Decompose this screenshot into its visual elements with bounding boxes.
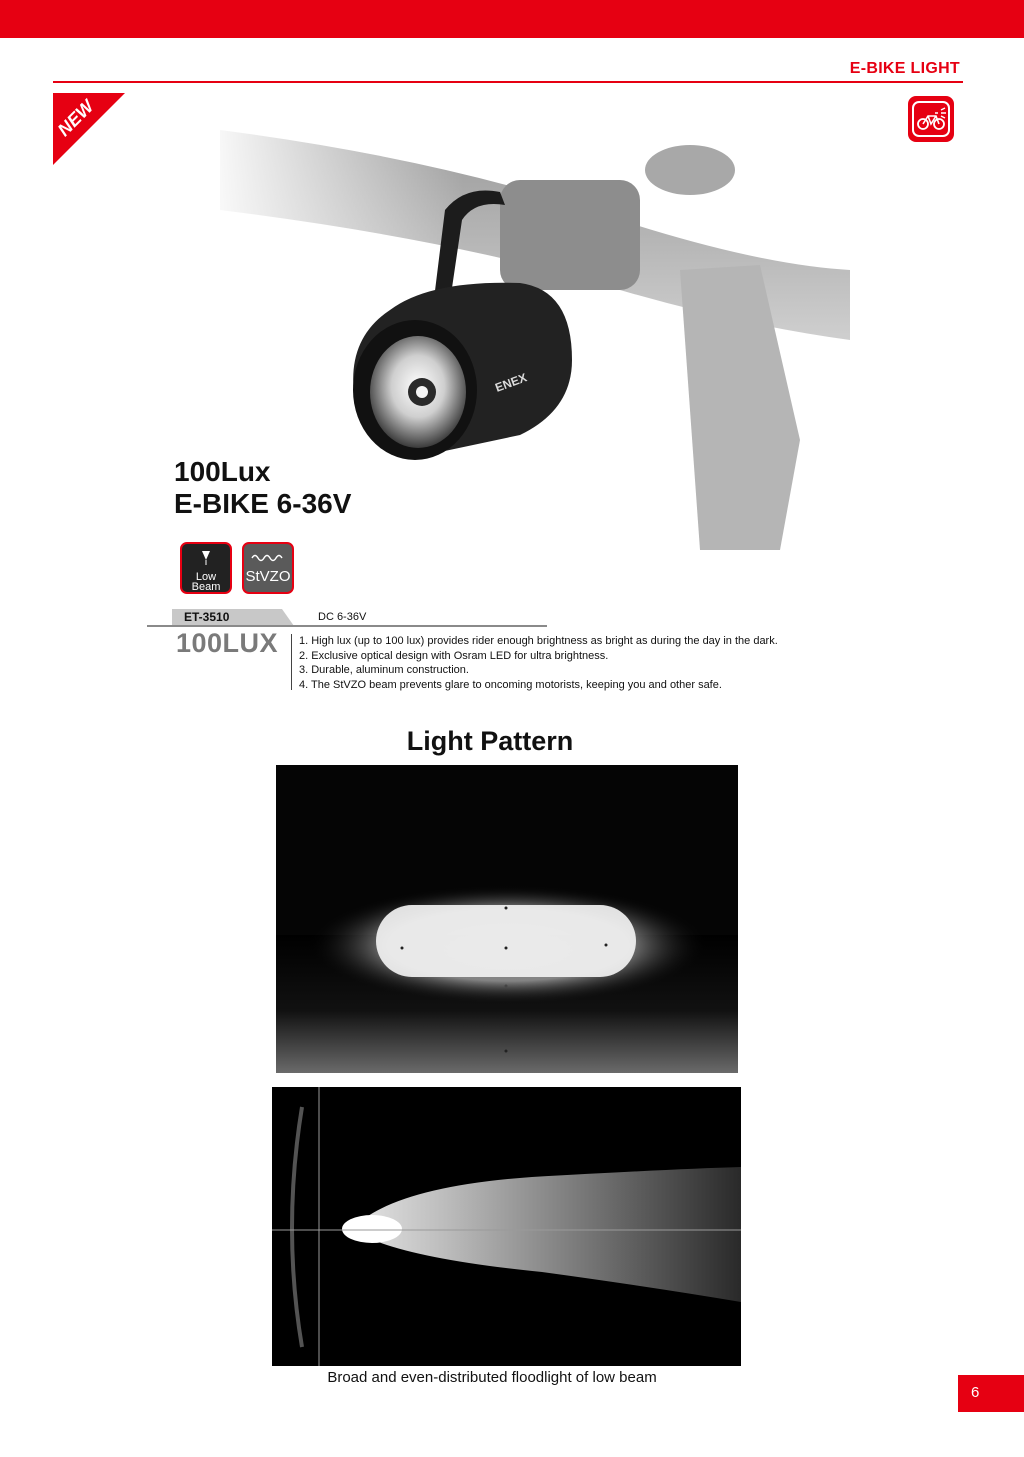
spec-rule (147, 625, 547, 627)
header-rule (53, 81, 963, 83)
model-code: ET-3510 (184, 610, 230, 624)
page-number: 6 (971, 1384, 980, 1401)
feature-item: 1. High lux (up to 100 lux) provides rider enough brightness as bright as during the day in the dark. (299, 635, 778, 647)
feature-item: 3. Durable, aluminum construction. (299, 664, 469, 676)
low-beam-label-line1: Low (195, 571, 217, 583)
product-name-line1: 100Lux (174, 456, 271, 487)
voltage-spec: DC 6-36V (318, 611, 367, 623)
feature-list (299, 634, 778, 692)
wave-icon (244, 550, 292, 566)
new-label: NEW (53, 96, 98, 141)
category-title: E-BIKE LIGHT (849, 60, 960, 77)
feature-divider (291, 634, 292, 690)
bicycle-light-icon (908, 96, 954, 142)
product-name (174, 456, 351, 520)
side-beam-pattern-image (272, 1087, 741, 1366)
low-beam-label-line2: Beam (191, 581, 221, 593)
lamp-brand-logo: ENEX (493, 370, 529, 395)
lux-rating: 100LUX (176, 628, 279, 658)
top-brand-bar (0, 0, 1024, 38)
front-beam-pattern-image (276, 765, 738, 1073)
feature-item: 2. Exclusive optical design with Osram LED for ultra brightness. (299, 649, 609, 662)
beam-down-icon (182, 548, 230, 568)
low-beam-badge (180, 542, 232, 594)
light-pattern-caption: Broad and even-distributed floodlight of low beam (327, 1369, 657, 1386)
light-pattern-title: Light Pattern (406, 726, 574, 756)
feature-item: 4. The StVZO beam prevents glare to oncoming motorists, keeping you and other safe. (299, 678, 722, 691)
product-name-line2: E-BIKE 6-36V (174, 488, 352, 519)
stvzo-badge (242, 542, 294, 594)
stvzo-label: StVZO (245, 568, 291, 585)
page-number-box (958, 1375, 1024, 1412)
